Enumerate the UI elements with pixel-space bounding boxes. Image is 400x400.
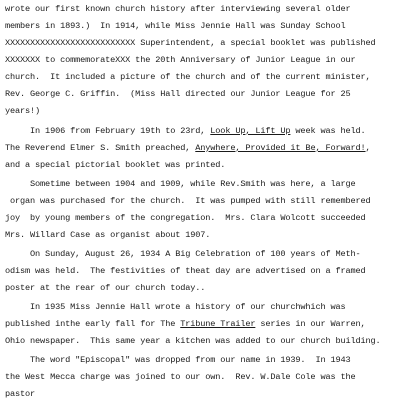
text-line-11: Sometime between 1904 and 1909, while Rev.Smith was here, a large [5,179,356,189]
text-line-15: On Sunday, August 26, 1934 A Big Celebration of 100 years of Meth- [5,249,361,259]
underlined-phrase: Look Up, Lift Up [210,126,291,136]
text-line-13: joy by young members of the congregation. Mrs. Clara Wolcott succeeded [5,213,366,223]
text-line-4: XXXXXXX to commemorateXXX the 20th Anniversary of Junior League in our [5,55,356,65]
text-line-2: members in 1893.) In 1914, while Miss Jennie Hall was Sunday School [5,21,346,31]
text-line-16: odism was held. The festivities of theat day are advertised on a framed [5,266,366,276]
text-line-12: organ was purchased for the church. It was pumped with still remembered [5,196,371,206]
text-line-7: years!) [5,106,41,116]
text-line-22: the West Mecca charge was joined to our own. Rev. W.Dale Cole was the [5,372,356,382]
text-line-8: In 1906 from February 19th to 23rd, Look Up, Lift Up week was held. [5,126,366,136]
text-line-6: Rev. George C. Griffin. (Miss Hall directed our Junior League for 25 [5,89,351,99]
text-line-1: wrote our first known church history after interviewing several older [5,4,351,14]
underlined-phrase: Anywhere, Provided it Be, Forward! [195,143,366,153]
text-line-10: and a special pictorial booklet was printed. [5,160,226,170]
text-line-5: church. It included a picture of the church and of the current minister, [5,72,371,82]
text-line-14: Mrs. Willard Case as organist about 1907. [5,230,211,240]
text-line-3: XXXXXXXXXXXXXXXXXXXXXXXXXX Superintendent, a special booklet was published [5,38,376,48]
text-line-9: The Reverend Elmer S. Smith preached, Anywhere, Provided it Be, Forward!, [5,143,371,153]
text-line-18: In 1935 Miss Jennie Hall wrote a history of our churchwhich was [5,302,346,312]
underlined-phrase: Tribune Trailer [180,319,256,329]
text-line-21: The word "Episcopal" was dropped from our name in 1939. In 1943 [5,355,351,365]
text-line-19: published inthe early fall for The Tribune Trailer series in our Warren, [5,319,366,329]
text-line-23: pastor [5,389,36,399]
text-line-17: poster at the rear of our church today.. [5,283,206,293]
text-line-20: Ohio newspaper. This same year a kitchen was added to our church building. [5,336,381,346]
